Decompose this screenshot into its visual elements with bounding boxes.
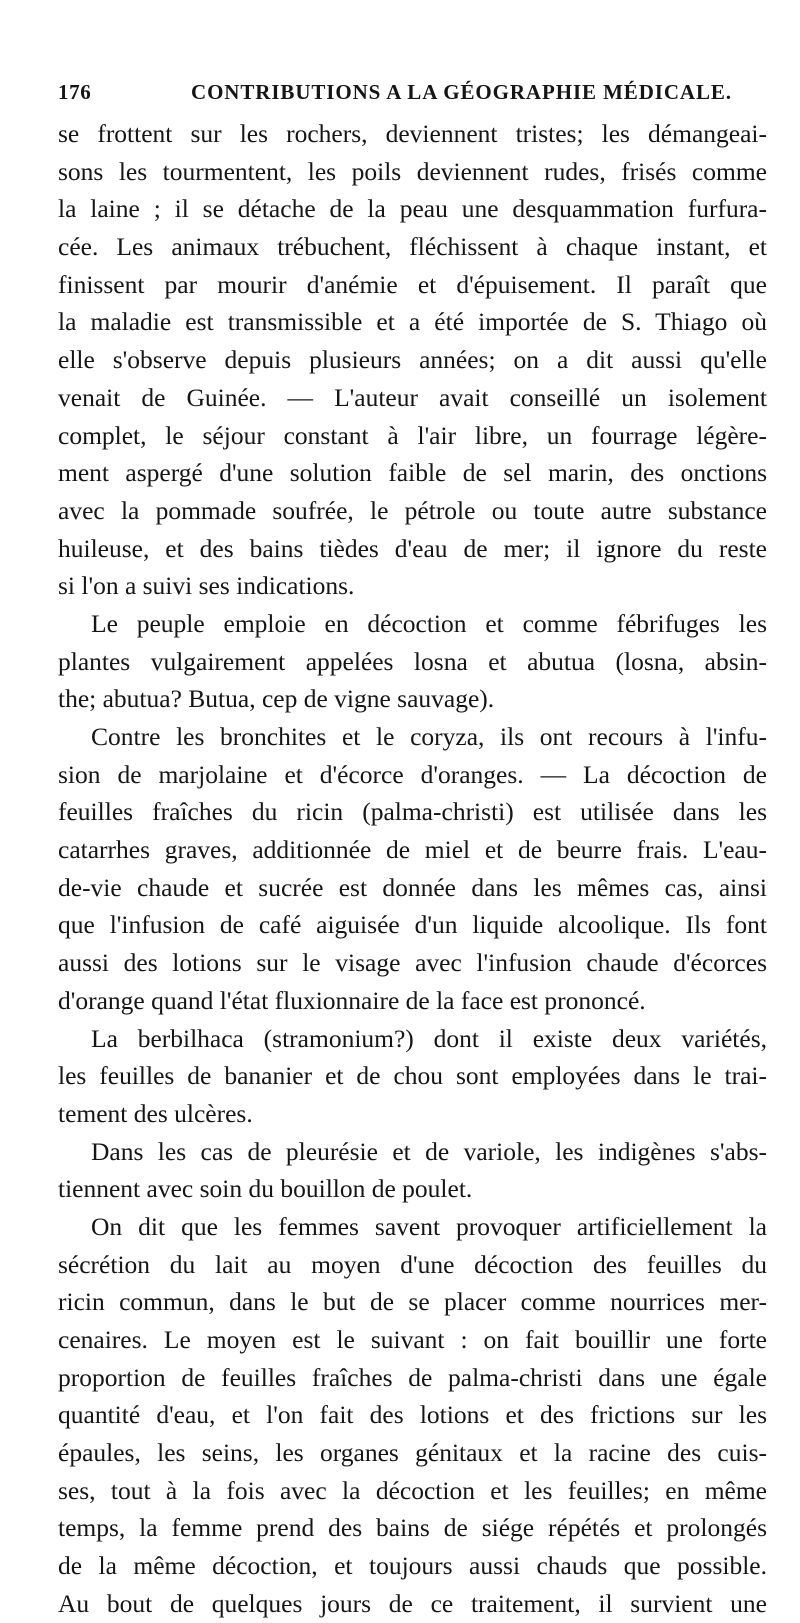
text-line: finissent par mourir d'anémie et d'épuisement. Il paraît que xyxy=(58,269,767,299)
text-line: La berbilhaca (stramonium?) dont il existe deux variétés, xyxy=(91,1023,767,1053)
text-line: ricin commun, dans le but de se placer comme nourrices mer- xyxy=(58,1287,767,1317)
text-line: temps, la femme prend des bains de siége répétés et prolongés xyxy=(58,1513,767,1543)
text-line: cenaires. Le moyen est le suivant : on fait bouillir une forte xyxy=(58,1325,767,1354)
text-line: si l'on a suivi ses indications. xyxy=(58,571,355,601)
text-line: avec la pommade soufrée, le pétrole ou toute autre substance xyxy=(58,495,767,525)
text-line: tiennent avec soin du bouillon de poulet. xyxy=(58,1174,473,1204)
text-line: cée. Les animaux trébuchent, fléchissent à chaque instant, et xyxy=(58,232,767,262)
text-line: que l'infusion de café aiguisée d'un liquide alcoolique. Ils font xyxy=(58,910,767,940)
text-line: tement des ulcères. xyxy=(58,1098,253,1128)
text-line: ses, tout à la fois avec la décoction et les feuilles; en même xyxy=(58,1475,767,1505)
text-line: elle s'observe depuis plusieurs années; on a dit aussi qu'elle xyxy=(58,345,767,375)
text-line: Le peuple emploie en décoction et comme fébrifuges les xyxy=(91,608,767,638)
running-head xyxy=(58,80,766,110)
text-line: sion de marjolaine et d'écorce d'oranges. — La décoction de xyxy=(58,759,767,789)
page-number: 176 xyxy=(58,80,92,104)
text-line: Dans les cas de pleurésie et de variole, les indigènes s'abs- xyxy=(91,1136,767,1166)
text-line: la maladie est transmissible et a été importée de S. Thiago où xyxy=(58,307,767,337)
text-line: complet, le séjour constant à l'air libre, un fourrage légère- xyxy=(58,420,767,450)
text-line: de la même décoction, et toujours aussi chauds que possible. xyxy=(58,1551,767,1581)
text-line: les feuilles de bananier et de chou sont employées dans le trai- xyxy=(58,1061,767,1091)
text-line: huileuse, et des bains tièdes d'eau de mer; il ignore du reste xyxy=(58,533,767,563)
text-line: quantité d'eau, et l'on fait des lotions et des frictions sur les xyxy=(58,1400,767,1430)
text-line: ment aspergé d'une solution faible de sel marin, des onctions xyxy=(58,458,767,488)
running-title: CONTRIBUTIONS A LA GÉOGRAPHIE MÉDICALE. xyxy=(191,80,732,104)
text-line: de-vie chaude et sucrée est donnée dans les mêmes cas, ainsi xyxy=(58,872,767,902)
text-line: venait de Guinée. — L'auteur avait conseillé un isolement xyxy=(58,382,767,412)
text-line: Au bout de quelques jours de ce traitement, il survient une xyxy=(58,1588,767,1618)
text-line: proportion de feuilles fraîches de palma-christi dans une égale xyxy=(58,1362,767,1392)
text-line: On dit que les femmes savent provoquer artificiellement la xyxy=(91,1211,767,1241)
text-line: aussi des lotions sur le visage avec l'infusion chaude d'écorces xyxy=(58,948,767,978)
text-line: se frottent sur les rochers, deviennent tristes; les démangeai- xyxy=(58,119,767,148)
text-line: d'orange quand l'état fluxionnaire de la face est prononcé. xyxy=(58,985,646,1015)
body-text xyxy=(58,115,767,1623)
text-line: feuilles fraîches du ricin (palma-christi) est utilisée dans les xyxy=(58,797,767,827)
text-line: sécrétion du lait au moyen d'une décoction des feuilles du xyxy=(58,1249,767,1279)
text-line: catarrhes graves, additionnée de miel et de beurre frais. L'eau- xyxy=(58,835,767,865)
text-line: la laine ; il se détache de la peau une desquammation furfura- xyxy=(58,194,767,224)
text-line: épaules, les seins, les organes génitaux et la racine des cuis- xyxy=(58,1438,767,1468)
text-line: Contre les bronchites et le coryza, ils ont recours à l'infu- xyxy=(91,722,767,751)
text-line: sons les tourmentent, les poils deviennent rudes, frisés comme xyxy=(58,156,767,186)
text-line: plantes vulgairement appelées losna et abutua (losna, absin- xyxy=(58,646,767,676)
text-line: the; abutua? Butua, cep de vigne sauvage). xyxy=(58,684,495,714)
